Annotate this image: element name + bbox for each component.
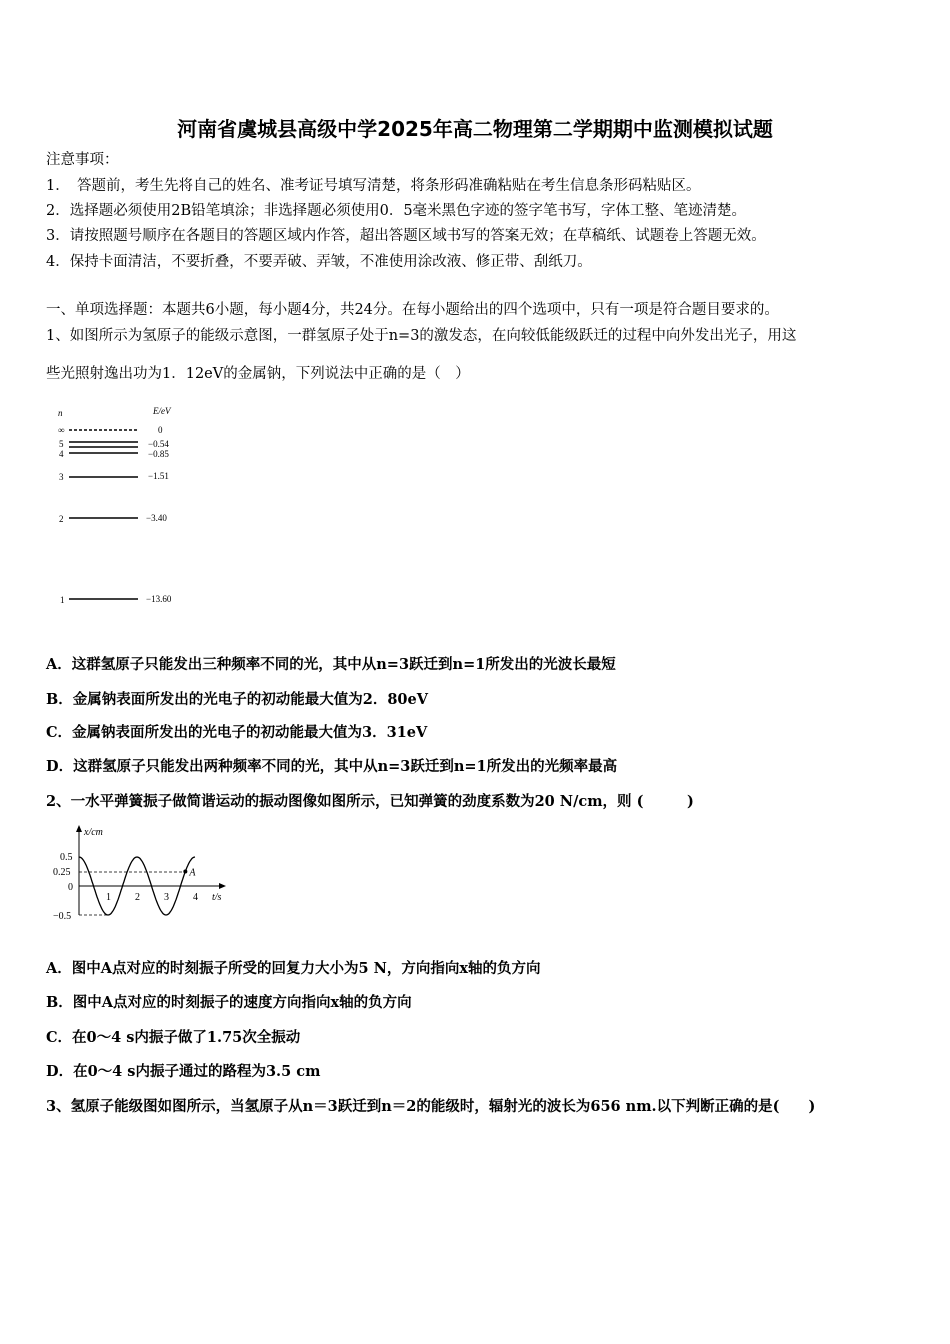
point-a [183,870,187,874]
q1-option-d: D．这群氢原子只能发出两种频率不同的光，其中从n=3跃迁到n=1所发出的光频率最高 [46,758,618,775]
x-tick: 1 [106,892,111,903]
x-tick: 2 [135,892,140,903]
level-energy: −0.54 [148,439,169,449]
note-item: 2．选择题必须使用2B铅笔填涂；非选择题必须使用0．5毫米黑色字迹的签字笔书写，字体工整、笔迹清楚。 [46,203,747,219]
q2-stem: 2、一水平弹簧振子做简谐运动的振动图像如图所示，已知弹簧的劲度系数为20 N/cm，则 ( ) [46,793,694,810]
section-heading: 一、单项选择题：本题共6小题，每小题4分，共24分。在每小题给出的四个选项中，只有一项是符合题目要求的。 [46,302,779,318]
page-title: 河南省虞城县高级中学2025年高二物理第二学期期中监测模拟试题 [177,117,773,141]
x-axis-label: t/s [212,892,222,903]
n-axis-label: n [58,408,63,418]
level-energy: 0 [158,425,163,435]
q2-option-c: C．在0～4 s内振子做了1.75次全振动 [46,1029,301,1046]
q1-option-c: C．金属钠表面所发出的光电子的初动能最大值为3．31eV [46,724,428,741]
q1-option-a: A．这群氢原子只能发出三种频率不同的光，其中从n=3跃迁到n=1所发出的光波长最短 [46,656,616,673]
q3-stem: 3、氢原子能级图如图所示，当氢原子从n＝3跃迁到n＝2的能级时，辐射光的波长为656 nm.以下判断正确的是( ) [46,1098,816,1115]
note-item: 3．请按照题号顺序在各题目的答题区域内作答，超出答题区域书写的答案无效；在草稿纸、试题卷上答题无效。 [46,228,766,244]
y-axis-arrow [76,825,82,832]
q2-option-a: A．图中A点对应的时刻振子所受的回复力大小为5 N，方向指向x轴的负方向 [46,960,541,977]
y-tick: 0 [68,882,73,893]
y-tick: 0.5 [60,852,73,863]
y-axis-label: x/cm [84,827,103,838]
y-tick: −0.5 [53,911,72,922]
level-n: ∞ [58,425,65,435]
x-axis-arrow [219,883,226,889]
q2-option-d: D．在0～4 s内振子通过的路程为3.5 cm [46,1063,321,1080]
q1-stem-line1: 1、如图所示为氢原子的能级示意图，一群氢原子处于n=3的激发态，在向较低能级跃迁的过程中向外发出光子，用这 [46,328,797,344]
q1-option-b: B．金属钠表面所发出的光电子的初动能最大值为2．80eV [46,691,428,708]
level-energy: −3.40 [146,513,167,523]
level-energy: −0.85 [148,449,169,459]
point-a-label: A [189,867,196,879]
notes-heading: 注意事项： [46,152,119,168]
level-energy: −1.51 [148,471,169,481]
q2-option-b: B．图中A点对应的时刻振子的速度方向指向x轴的负方向 [46,994,412,1011]
note-item: 1． 答题前，考生先将自己的姓名、准考证号填写清楚，将条形码准确粘贴在考生信息条形码粘贴区。 [46,178,701,194]
energy-level-diagram [40,400,240,620]
x-tick: 4 [193,892,198,903]
level-energy: −13.60 [146,594,172,604]
level-n: 4 [59,449,64,459]
level-n: 5 [59,439,64,449]
q1-stem-line2: 些光照射逸出功为1．12eV的金属钠，下列说法中正确的是（ ） [46,366,470,382]
level-n: 1 [60,595,65,605]
x-tick: 3 [164,892,169,903]
y-tick: 0.25 [53,867,71,878]
level-n: 2 [59,514,64,524]
oscillation-graph [40,815,240,925]
energy-axis-label: E/eV [153,406,171,416]
note-item: 4．保持卡面清洁，不要折叠，不要弄破、弄皱，不准使用涂改液、修正带、刮纸刀。 [46,254,592,270]
level-n: 3 [59,472,64,482]
